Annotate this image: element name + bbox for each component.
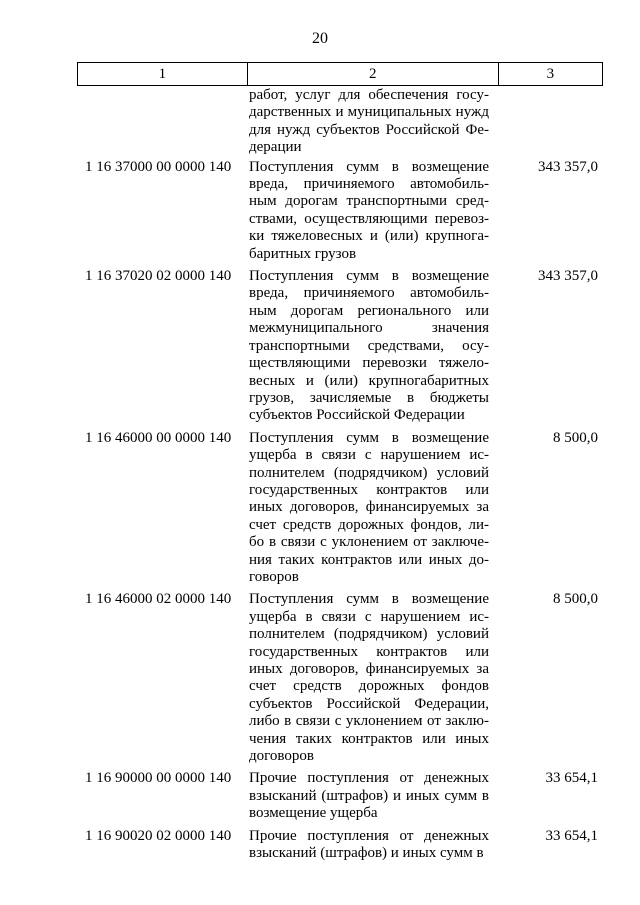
table-header bbox=[77, 62, 603, 86]
description-line: счет средств дорожных фондов bbox=[249, 678, 489, 695]
description-line: ствами, осуществляющими перевоз- bbox=[249, 210, 489, 227]
row-amount: 8 500,0 bbox=[553, 591, 598, 608]
description-line: транспортными средствами, осу- bbox=[249, 337, 489, 354]
description-line: Поступления сумм в возмещение bbox=[249, 429, 489, 446]
row-description bbox=[249, 430, 489, 587]
description-line: иных договоров, финансируемых за bbox=[249, 499, 489, 516]
table-row bbox=[0, 268, 640, 425]
description-line: ществляющими перевозки тяжело- bbox=[249, 355, 489, 372]
table-row bbox=[0, 159, 640, 263]
row-description bbox=[249, 591, 489, 765]
row-code: 1 16 46000 00 0000 140 bbox=[85, 429, 232, 446]
description-line: Прочие поступления от денежных bbox=[249, 827, 489, 844]
description-line: иных договоров, финансируемых за bbox=[249, 661, 489, 677]
row-description bbox=[249, 87, 489, 157]
description-line: ки тяжеловесных и (или) крупнога- bbox=[249, 228, 489, 245]
description-line: ущерба в связи с нарушением ис- bbox=[249, 447, 489, 464]
description-line: государственных контрактов или bbox=[249, 481, 489, 498]
table-row bbox=[0, 828, 640, 863]
description-line: для нужд субъектов Российской Фе- bbox=[249, 121, 489, 138]
table-row bbox=[0, 87, 640, 157]
description-line: Поступления сумм в возмещение bbox=[249, 268, 489, 285]
row-description bbox=[249, 268, 489, 425]
row-amount: 33 654,1 bbox=[545, 770, 598, 787]
table-row bbox=[0, 591, 640, 765]
description-line: субъектов Российской Федерации bbox=[249, 407, 465, 424]
description-line: взысканий (штрафов) и иных сумм в bbox=[249, 787, 489, 804]
row-code: 1 16 90020 02 0000 140 bbox=[85, 827, 232, 844]
description-line: вреда, причиняемого автомобиль- bbox=[249, 176, 489, 193]
description-line: ния таких контрактов или иных до- bbox=[249, 551, 489, 568]
description-line: ным дорогам транспортными сред- bbox=[249, 193, 489, 210]
table-body bbox=[0, 87, 640, 867]
row-description bbox=[249, 770, 489, 822]
description-line: субъектов Российской Федерации, bbox=[249, 695, 489, 712]
row-amount: 8 500,0 bbox=[553, 429, 598, 446]
description-line: грузов, зачисляемые в бюджеты bbox=[249, 389, 489, 406]
row-code: 1 16 90000 00 0000 140 bbox=[85, 770, 232, 787]
description-line: весных и (или) крупногабаритных bbox=[249, 372, 489, 389]
row-description bbox=[249, 159, 489, 263]
description-line: взысканий (штрафов) и иных сумм в bbox=[249, 845, 484, 862]
description-line: полнителем (подрядчиком) условий bbox=[249, 626, 489, 643]
row-amount: 33 654,1 bbox=[545, 827, 598, 844]
table-row bbox=[0, 430, 640, 587]
description-line: бо в связи с уклонением от заключе- bbox=[249, 534, 489, 551]
description-line: возмещение ущерба bbox=[249, 805, 378, 822]
table-row bbox=[0, 770, 640, 822]
description-line: говоров bbox=[249, 568, 299, 585]
row-description bbox=[249, 828, 489, 863]
description-line: Прочие поступления от денежных bbox=[249, 770, 489, 787]
description-line: полнителем (подрядчиком) условий bbox=[249, 464, 489, 481]
column-header-description: 2 bbox=[247, 63, 498, 86]
page-number: 20 bbox=[312, 30, 328, 47]
description-line: вреда, причиняемого автомобиль- bbox=[249, 285, 489, 302]
description-line: счет средств дорожных фондов, ли- bbox=[249, 516, 489, 533]
description-line: либо в связи с уклонением от заклю- bbox=[249, 713, 489, 730]
description-line: баритных грузов bbox=[249, 245, 357, 262]
description-line: ным дорогам регионального или bbox=[249, 302, 489, 319]
row-amount: 343 357,0 bbox=[538, 158, 598, 175]
row-code: 1 16 37000 00 0000 140 bbox=[85, 158, 232, 175]
column-header-code: 1 bbox=[78, 63, 248, 86]
description-line: Поступления сумм в возмещение bbox=[249, 158, 489, 175]
row-code: 1 16 37020 02 0000 140 bbox=[85, 268, 232, 285]
description-line: договоров bbox=[249, 748, 314, 765]
description-line: ущерба в связи с нарушением ис- bbox=[249, 608, 489, 625]
description-line: государственных контрактов или bbox=[249, 643, 489, 660]
description-line: дарственных и муниципальных нужд bbox=[249, 104, 489, 121]
description-line: чения таких контрактов или иных bbox=[249, 730, 489, 747]
description-line: межмуниципального значения bbox=[249, 320, 489, 337]
description-line: дерации bbox=[249, 139, 302, 156]
row-amount: 343 357,0 bbox=[538, 268, 598, 285]
row-code: 1 16 46000 02 0000 140 bbox=[85, 591, 232, 608]
description-line: работ, услуг для обеспечения госу- bbox=[249, 87, 489, 103]
column-header-amount: 3 bbox=[498, 63, 602, 86]
description-line: Поступления сумм в возмещение bbox=[249, 591, 489, 608]
